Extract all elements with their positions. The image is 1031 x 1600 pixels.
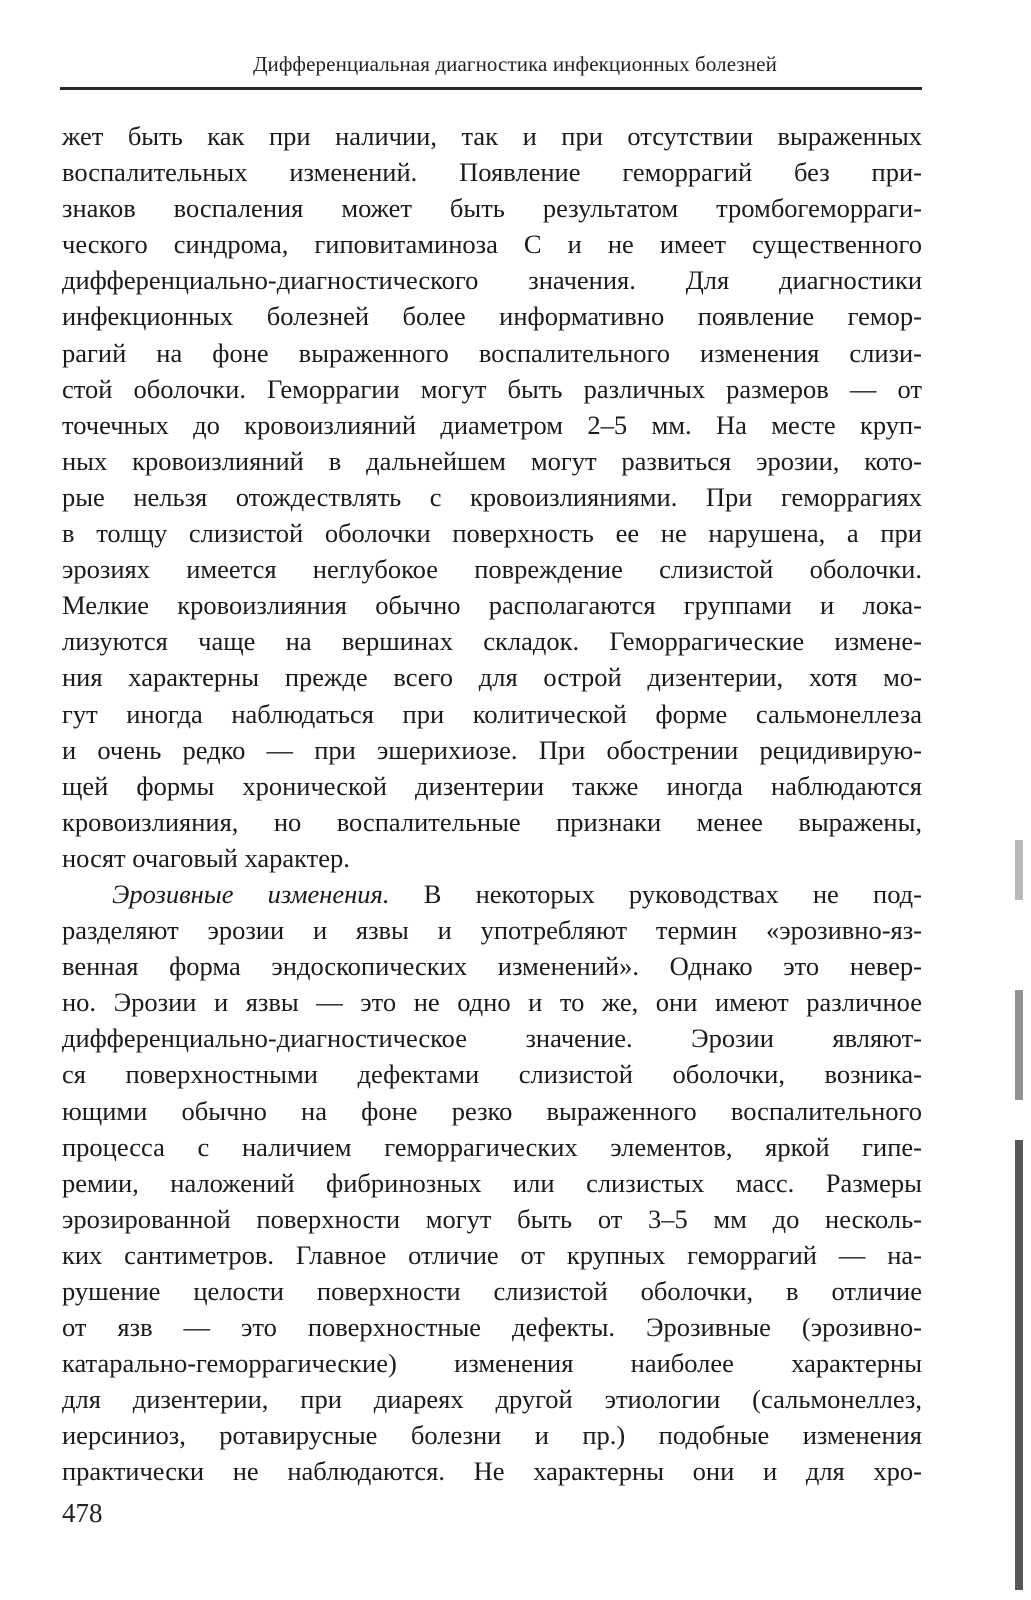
text-line: для дизентерии, при диареях другой этиологии (сальмонеллез,	[62, 1384, 922, 1415]
text-line: ных кровоизлияний в дальнейшем могут развиться эрозии, кото-	[62, 445, 922, 476]
paragraph-1	[62, 118, 922, 876]
text-line: кровоизлияния, но воспалительные признаки менее выражены,	[62, 806, 922, 837]
text-line: точечных до кровоизлияний диаметром 2–5 мм. На месте круп-	[62, 409, 922, 440]
text-line: разделяют эрозии и язвы и употребляют термин «эрозивно-яз-	[62, 915, 922, 946]
text-line: лизуются чаще на вершинах складок. Геморрагические измене-	[62, 626, 922, 657]
text-line: воспалительных изменений. Появление геморрагий без при-	[62, 157, 922, 188]
text-line: дифференциально-диагностического значения. Для диагностики	[62, 265, 922, 296]
text-line: ния характерны прежде всего для острой дизентерии, хотя мо-	[62, 662, 922, 693]
text-line: практически не наблюдаются. Не характерны они и для хро-	[62, 1456, 922, 1487]
text-line: ремии, наложений фибринозных или слизистых масс. Размеры	[62, 1167, 922, 1198]
text-line: дифференциально-диагностическое значение. Эрозии являют-	[62, 1023, 922, 1054]
page-edge-shadow	[1015, 840, 1023, 900]
page-edge-shadow	[1015, 990, 1023, 1100]
page-number: 478	[62, 1498, 103, 1528]
text-line: рагий на фоне выраженного воспалительного изменения слизи-	[62, 337, 922, 368]
text-line: жет быть как при наличии, так и при отсутствии выраженных	[62, 121, 922, 151]
text-line: венная форма эндоскопических изменений». Однако это невер-	[62, 951, 922, 982]
text-line: Мелкие кровоизлияния обычно располагаются группами и лока-	[62, 590, 922, 621]
text-line: эрозиях имеется неглубокое повреждение слизистой оболочки.	[62, 554, 922, 585]
text-line: гут иногда наблюдаться при колитической форме сальмонеллеза	[62, 698, 922, 729]
first-line-rest: В некоторых руководствах не под-	[423, 878, 922, 909]
text-line: ческого синдрома, гиповитаминоза С и не имеет существенного	[62, 229, 922, 260]
text-line	[62, 876, 922, 912]
text-line: но. Эрозии и язвы — это не одно и то же, они имеют различное	[62, 987, 922, 1018]
text-line: эрозированной поверхности могут быть от 3–5 мм до несколь-	[62, 1203, 922, 1234]
text-line: ких сантиметров. Главное отличие от крупных геморрагий — на-	[62, 1239, 922, 1270]
text-line: катарально-геморрагические) изменения наиболее характерны	[62, 1348, 922, 1379]
running-head: Дифференциальная диагностика инфекционных болезней	[253, 52, 777, 76]
text-line: носят очаговый характер.	[62, 842, 350, 873]
text-line: процесса с наличием геморрагических элементов, яркой гипе-	[62, 1131, 922, 1162]
text-line: в толщу слизистой оболочки поверхность ее не нарушена, а при	[62, 518, 922, 549]
text-line: ся поверхностными дефектами слизистой оболочки, возника-	[62, 1059, 922, 1090]
text-line: иерсиниоз, ротавирусные болезни и пр.) подобные изменения	[62, 1420, 922, 1451]
text-line: щей формы хронической дизентерии также иногда наблюдаются	[62, 770, 922, 801]
header-rule	[60, 87, 922, 90]
text-line: рушение целости поверхности слизистой оболочки, в отличие	[62, 1276, 922, 1306]
text-line: рые нельзя отождествлять с кровоизлияниями. При геморрагиях	[62, 481, 922, 512]
section-lead-italic: Эрозивные изменения.	[112, 878, 390, 909]
text-line: от язв — это поверхностные дефекты. Эрозивные (эрозивно-	[62, 1312, 922, 1343]
page-edge-shadow	[1015, 1140, 1023, 1590]
text-line: и очень редко — при эшерихиозе. При обострении рецидивирую-	[62, 734, 922, 765]
text-line: стой оболочки. Геморрагии могут быть различных размеров — от	[62, 373, 922, 404]
text-line: ющими обычно на фоне резко выраженного воспалительного	[62, 1095, 922, 1126]
text-line: инфекционных болезней более информативно появление гемор-	[62, 301, 922, 332]
paragraph-2	[62, 876, 922, 1490]
text-line: знаков воспаления может быть результатом тромбогеморраги-	[62, 193, 922, 224]
page-body	[62, 118, 922, 1490]
